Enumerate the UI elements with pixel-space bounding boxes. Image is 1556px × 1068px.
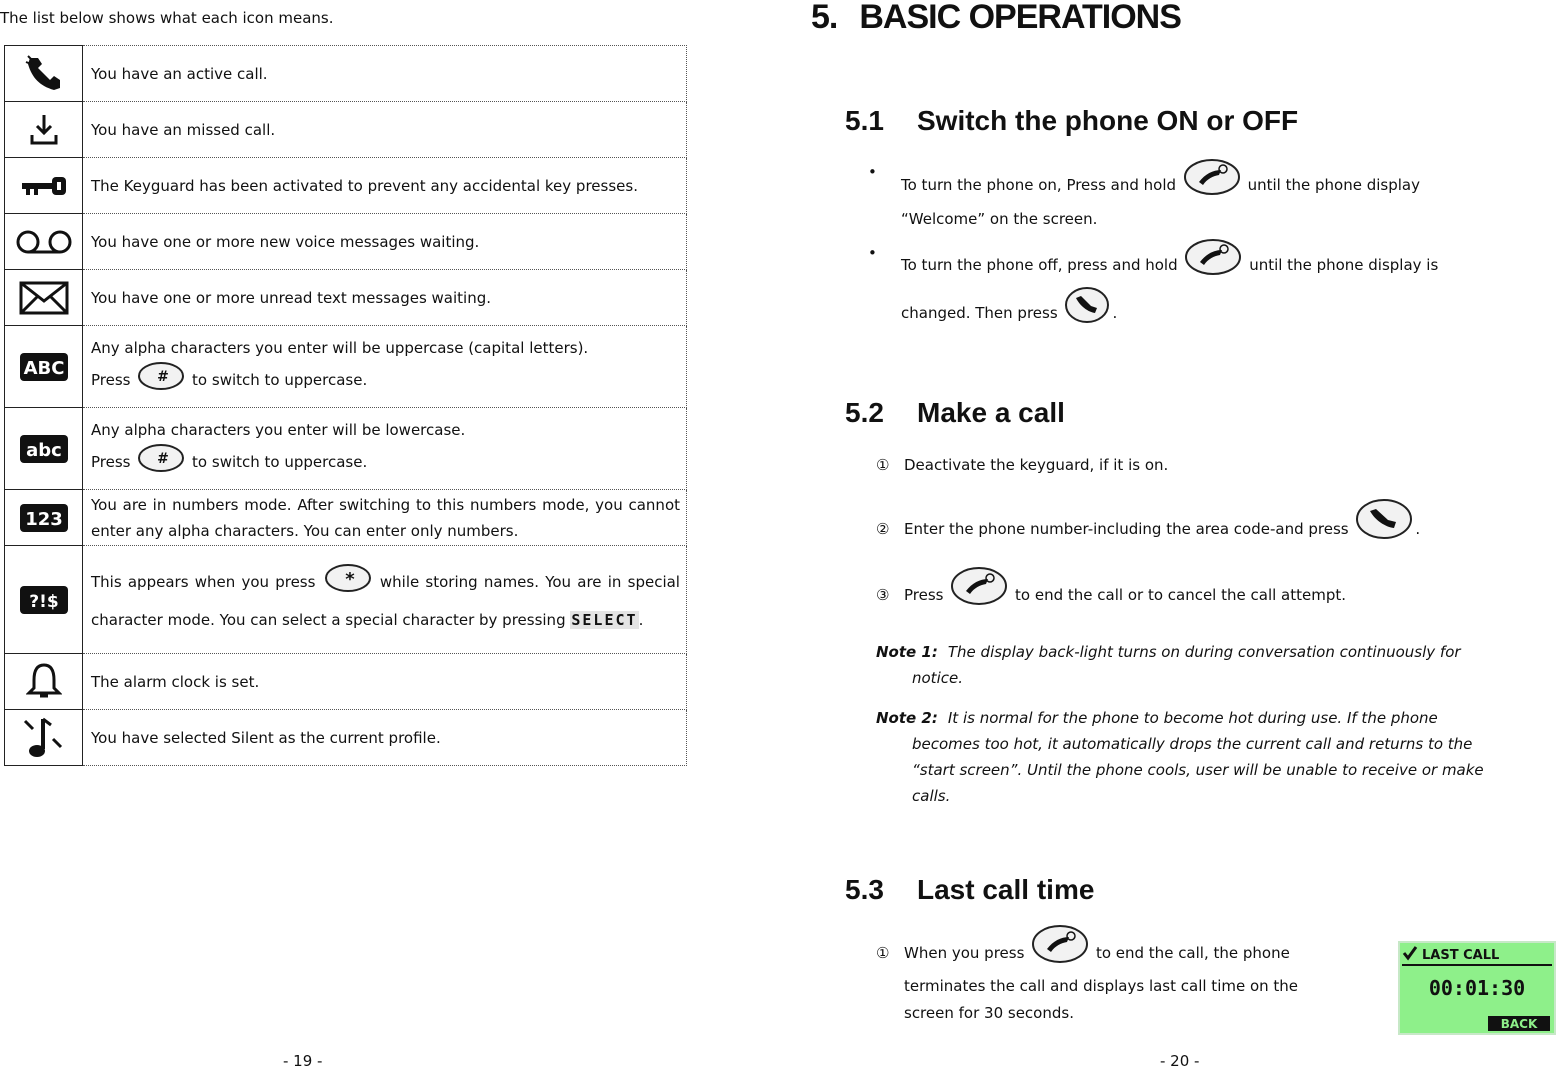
chapter-title: 5. BASIC OPERATIONS xyxy=(811,0,1181,36)
key-label: # xyxy=(157,368,170,385)
end-power-key-icon xyxy=(1183,158,1241,205)
section-heading-5-1: 5.1 Switch the phone ON or OFF xyxy=(845,105,1299,136)
special-char-icon xyxy=(5,546,83,654)
lcd-back-label: BACK xyxy=(1500,1017,1538,1031)
hash-key-icon xyxy=(137,443,185,481)
row-text: The Keyguard has been activated to prevent any accidental key presses. xyxy=(83,158,687,214)
table-row xyxy=(5,710,687,766)
table-row xyxy=(5,158,687,214)
hash-key-icon xyxy=(137,361,185,399)
note-2: Note 2: It is normal for the phone to become hot during use. If the phone becomes too hot, it automatically drops the current call and returns to the “start screen”. Until the phone cools, user will be unable to receive or make calls. xyxy=(876,709,1484,805)
uppercase-abc-icon xyxy=(5,326,83,408)
row-text: You have selected Silent as the current profile. xyxy=(83,710,687,766)
row-text: You have one or more new voice messages waiting. xyxy=(83,214,687,270)
row-text: Any alpha characters you enter will be lowercase. Press # to switch to uppercase. xyxy=(83,408,687,490)
envelope-icon xyxy=(5,270,83,326)
bullet-power-off: • To turn the phone off, press and hold until the phone display is changed. Then press . xyxy=(870,238,1510,334)
step-1: ① Deactivate the keyguard, if it is on. xyxy=(876,456,1169,474)
table-row xyxy=(5,46,687,102)
last-call-display xyxy=(1398,941,1556,1035)
page-number-left: - 19 - xyxy=(283,1052,323,1068)
lcd-title: LAST CALL xyxy=(1422,948,1500,963)
table-row xyxy=(5,270,687,326)
star-key-icon xyxy=(324,563,372,604)
row-text: The alarm clock is set. xyxy=(83,654,687,710)
section-heading-5-3: 5.3 Last call time xyxy=(845,874,1095,905)
step-3: ③ Press to end the call or to cancel the call attempt. xyxy=(876,566,1346,610)
alarm-bell-icon xyxy=(5,654,83,710)
icon-legend-table xyxy=(4,45,687,766)
badge-label: ?!$ xyxy=(28,591,59,612)
keyguard-key-icon xyxy=(5,158,83,214)
key-label: * xyxy=(344,569,355,590)
note-1: Note 1: The display back-light turns on during conversation continuously for notice. xyxy=(876,643,1461,687)
table-row xyxy=(5,546,687,654)
row-text: You have an active call. xyxy=(83,46,687,102)
row-text: This appears when you press * while storing names. You are in special character mode. You can select a special character by pressing SELECT. xyxy=(83,546,687,654)
table-row xyxy=(5,214,687,270)
row-text: Any alpha characters you enter will be uppercase (capital letters). Press # to switch to uppercase. xyxy=(83,326,687,408)
end-power-key-icon xyxy=(1184,238,1242,286)
lowercase-abc-icon xyxy=(5,408,83,490)
silent-profile-icon xyxy=(5,710,83,766)
lcd-time: 00:01:30 xyxy=(1428,976,1526,1000)
voicemail-icon xyxy=(5,214,83,270)
table-row xyxy=(5,654,687,710)
numbers-mode-icon xyxy=(5,490,83,546)
table-row xyxy=(5,326,687,408)
end-power-key-icon xyxy=(950,566,1008,610)
table-row xyxy=(5,408,687,490)
last-call-step-1: ① When you press to end the call, the phone terminates the call and displays last call time on the screen for 30 seconds. xyxy=(876,924,1396,1027)
intro-text: The list below shows what each icon means. xyxy=(0,9,334,27)
section-heading-5-2: 5.2 Make a call xyxy=(845,397,1065,428)
row-text: You are in numbers mode. After switching to this numbers mode, you cannot enter any alpha characters. You can enter only numbers. xyxy=(83,490,687,546)
badge-label: abc xyxy=(25,439,62,461)
key-label: # xyxy=(157,450,170,467)
active-call-icon xyxy=(5,46,83,102)
step-2: ② Enter the phone number-including the area code-and press . xyxy=(876,498,1420,544)
end-power-key-icon xyxy=(1031,924,1089,973)
row-text: You have an missed call. xyxy=(83,102,687,158)
missed-call-icon xyxy=(5,102,83,158)
table-row xyxy=(5,102,687,158)
row-text: You have one or more unread text messages waiting. xyxy=(83,270,687,326)
badge-label: ABC xyxy=(23,357,64,379)
select-softkey-label: SELECT xyxy=(571,611,638,629)
left-page xyxy=(0,0,700,1068)
badge-label: 123 xyxy=(24,508,63,530)
page-number-right: - 20 - xyxy=(1160,1052,1200,1068)
send-key-icon xyxy=(1064,286,1110,334)
right-page xyxy=(780,0,1556,1068)
bullet-power-on: • To turn the phone on, Press and hold until the phone display “Welcome” on the screen. xyxy=(870,158,1470,233)
send-key-icon xyxy=(1355,498,1413,544)
table-row xyxy=(5,490,687,546)
